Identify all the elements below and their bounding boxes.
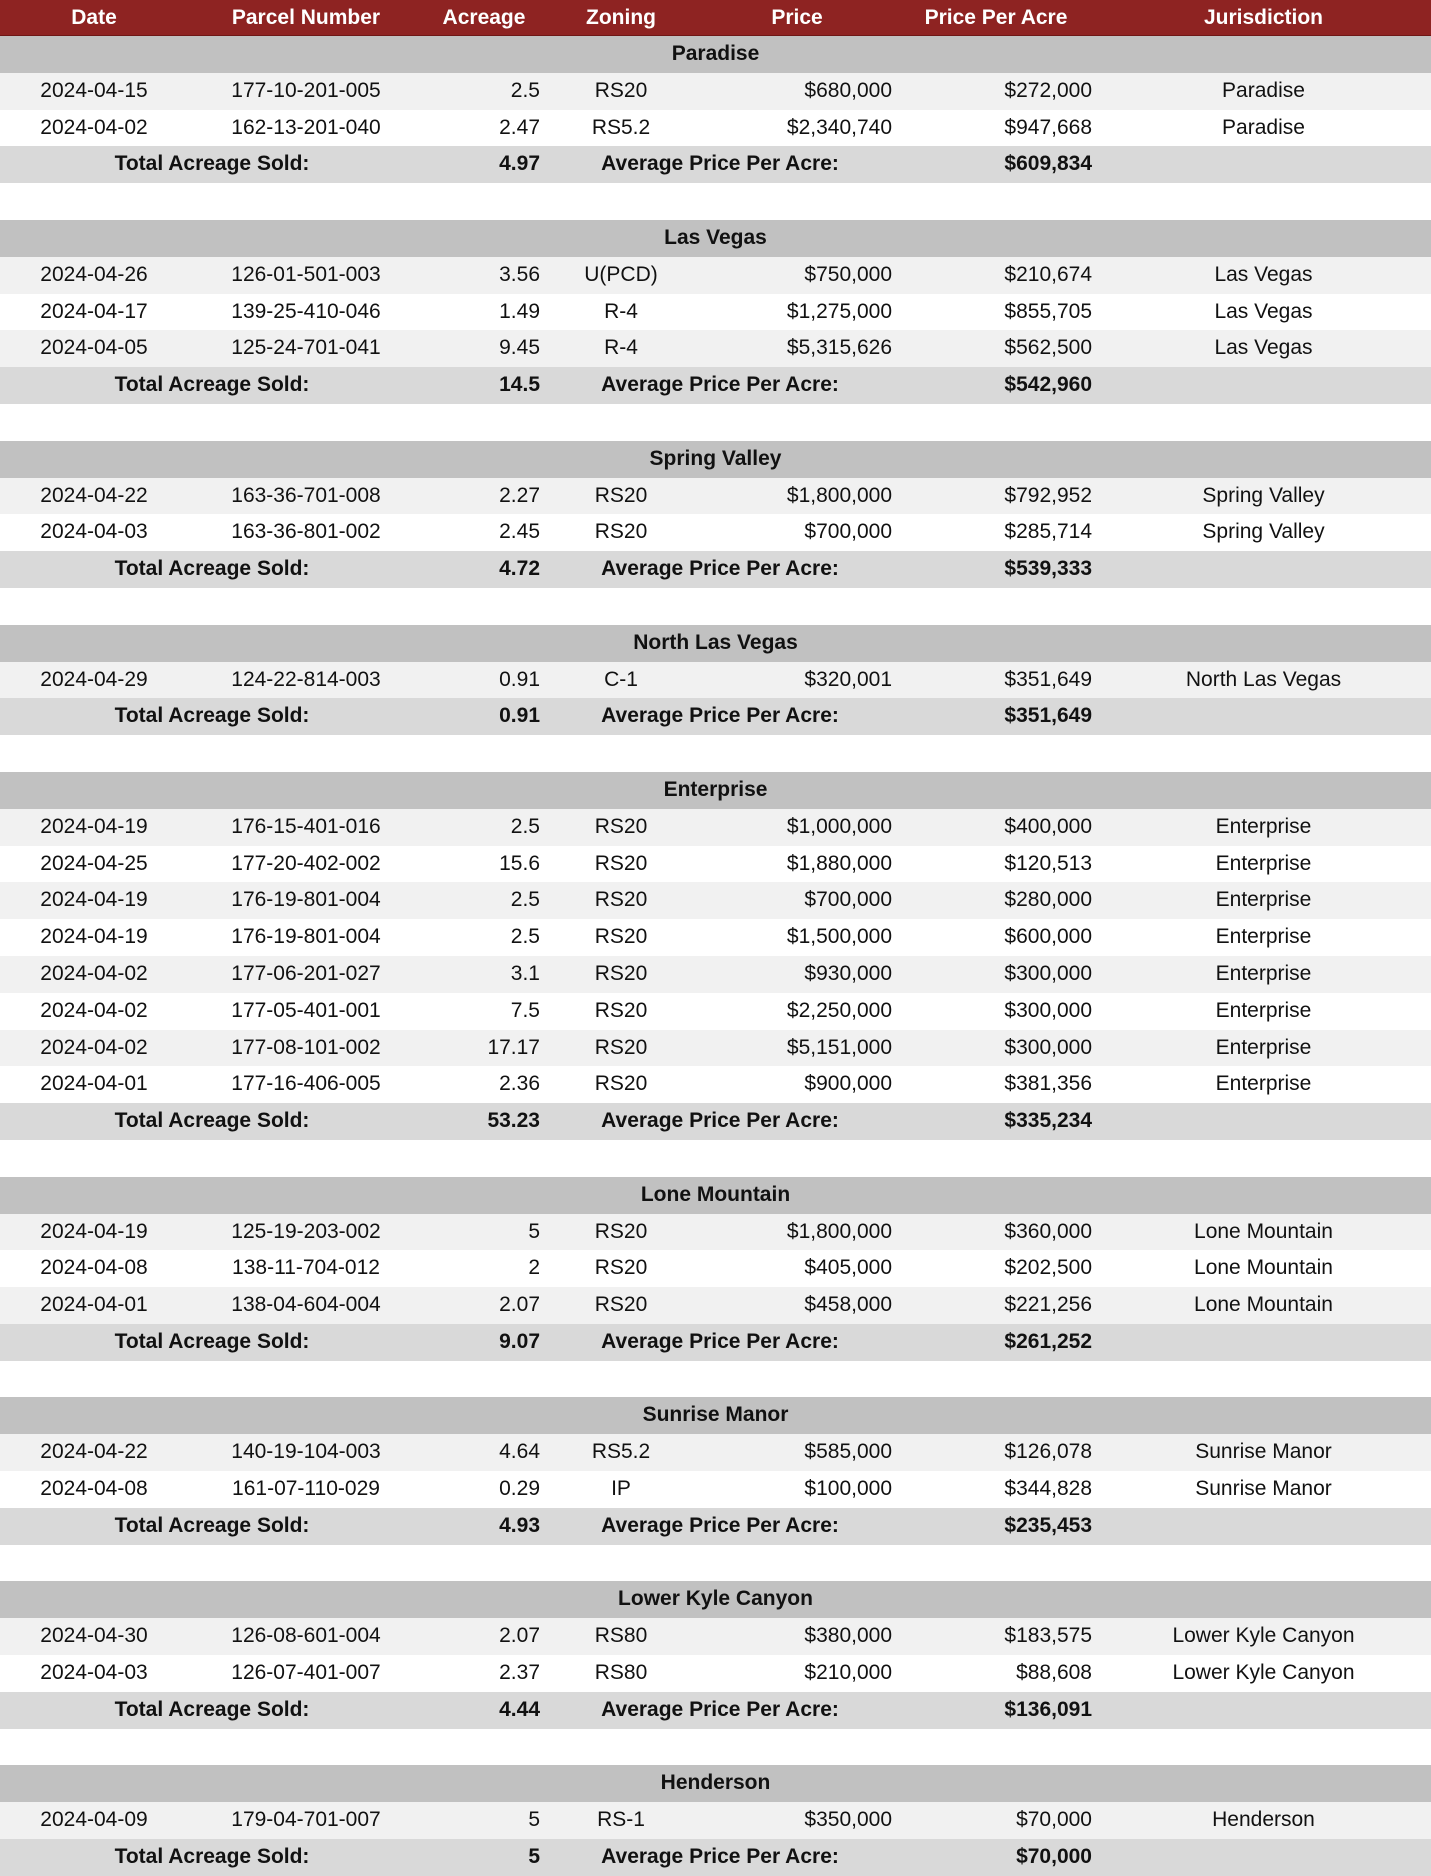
cell-acreage: 2.07 (499, 1293, 540, 1317)
total-acreage-value: 9.07 (499, 1329, 540, 1353)
section-total-row (0, 1692, 1431, 1729)
header-acreage: Acreage (442, 6, 526, 29)
total-acreage-value: 4.93 (499, 1513, 540, 1537)
section-header (0, 1177, 1431, 1214)
cell-acreage: 2.07 (499, 1624, 540, 1648)
cell-acreage: 2.36 (499, 1072, 540, 1096)
cell-acreage: 0.29 (499, 1477, 540, 1501)
average-price-per-acre-value: $261,252 (1004, 1329, 1092, 1353)
cell-price-per-acre: $202,500 (1004, 1256, 1092, 1280)
table-row (0, 110, 1431, 147)
cell-jurisdiction: Spring Valley (1202, 520, 1325, 544)
cell-jurisdiction: North Las Vegas (1185, 667, 1342, 691)
cell-price: $680,000 (804, 78, 892, 102)
section-title: Lower Kyle Canyon (618, 1587, 813, 1611)
cell-zoning: RS20 (594, 1219, 648, 1243)
total-acreage-label: Total Acreage Sold: (114, 557, 310, 581)
average-price-per-acre-label: Average Price Per Acre: (601, 152, 839, 176)
cell-price: $5,315,626 (786, 336, 892, 360)
cell-parcel-number: 176-19-801-004 (231, 888, 381, 912)
cell-zoning: RS20 (594, 1293, 648, 1317)
section-title: Spring Valley (649, 446, 782, 470)
cell-jurisdiction: Enterprise (1215, 998, 1312, 1022)
cell-price: $1,880,000 (786, 851, 892, 875)
cell-acreage: 5 (528, 1219, 540, 1243)
cell-parcel-number: 162-13-201-040 (231, 115, 381, 139)
cell-parcel-number: 176-15-401-016 (231, 814, 381, 838)
cell-jurisdiction: Enterprise (1215, 961, 1312, 985)
cell-price: $1,000,000 (786, 814, 892, 838)
cell-parcel-number: 126-08-601-004 (231, 1624, 381, 1648)
cell-price-per-acre: $300,000 (1004, 998, 1092, 1022)
cell-date: 2024-04-01 (40, 1072, 148, 1096)
cell-zoning: RS20 (594, 1035, 648, 1059)
cell-jurisdiction: Las Vegas (1214, 262, 1313, 286)
table-row (0, 1287, 1431, 1324)
cell-jurisdiction: Paradise (1222, 78, 1305, 102)
cell-jurisdiction: Enterprise (1215, 888, 1312, 912)
cell-acreage: 2.47 (499, 115, 540, 139)
cell-date: 2024-04-19 (40, 925, 148, 949)
section-title: Las Vegas (664, 225, 767, 249)
cell-date: 2024-04-01 (40, 1293, 148, 1317)
table-row (0, 1066, 1431, 1103)
cell-date: 2024-04-02 (40, 961, 148, 985)
header-parcel-number: Parcel Number (231, 6, 381, 29)
cell-parcel-number: 177-20-402-002 (231, 851, 381, 875)
section-title: Lone Mountain (640, 1182, 791, 1206)
cell-price-per-acre: $400,000 (1004, 814, 1092, 838)
total-acreage-value: 4.72 (499, 557, 540, 581)
average-price-per-acre-value: $351,649 (1004, 704, 1092, 728)
cell-price: $930,000 (804, 961, 892, 985)
cell-price-per-acre: $88,608 (1016, 1661, 1092, 1685)
table-row (0, 1618, 1431, 1655)
section-header (0, 772, 1431, 809)
cell-price: $380,000 (804, 1624, 892, 1648)
cell-acreage: 7.5 (510, 998, 540, 1022)
section-total-row (0, 367, 1431, 404)
cell-price: $5,151,000 (786, 1035, 892, 1059)
cell-acreage: 1.49 (499, 299, 540, 323)
section-total-row (0, 551, 1431, 588)
section-total-row (0, 146, 1431, 183)
table-row (0, 993, 1431, 1030)
cell-date: 2024-04-08 (40, 1256, 148, 1280)
cell-parcel-number: 126-01-501-003 (231, 262, 381, 286)
total-acreage-label: Total Acreage Sold: (114, 704, 310, 728)
cell-jurisdiction: Sunrise Manor (1195, 1440, 1332, 1464)
cell-parcel-number: 125-19-203-002 (231, 1219, 381, 1243)
average-price-per-acre-value: $70,000 (1016, 1845, 1092, 1869)
cell-price: $750,000 (804, 262, 892, 286)
section-spacer (0, 1729, 1431, 1766)
average-price-per-acre-label: Average Price Per Acre: (601, 1109, 839, 1133)
cell-jurisdiction: Lone Mountain (1194, 1293, 1333, 1317)
section-title: Sunrise Manor (642, 1403, 789, 1427)
total-acreage-value: 0.91 (499, 704, 540, 728)
cell-jurisdiction: Enterprise (1215, 1072, 1312, 1096)
total-acreage-value: 53.23 (487, 1109, 540, 1133)
cell-parcel-number: 139-25-410-046 (231, 299, 381, 323)
total-acreage-value: 5 (528, 1845, 540, 1869)
cell-price: $320,001 (804, 667, 892, 691)
cell-price-per-acre: $381,356 (1004, 1072, 1092, 1096)
cell-date: 2024-04-30 (40, 1624, 148, 1648)
cell-zoning: R-4 (604, 336, 638, 360)
total-acreage-label: Total Acreage Sold: (114, 373, 310, 397)
table-row (0, 514, 1431, 551)
cell-price-per-acre: $351,649 (1004, 667, 1092, 691)
cell-date: 2024-04-08 (40, 1477, 148, 1501)
cell-jurisdiction: Lower Kyle Canyon (1172, 1661, 1355, 1685)
cell-price: $700,000 (804, 888, 892, 912)
cell-price-per-acre: $360,000 (1004, 1219, 1092, 1243)
cell-date: 2024-04-09 (40, 1808, 148, 1832)
cell-parcel-number: 177-16-406-005 (231, 1072, 381, 1096)
table-row (0, 919, 1431, 956)
total-acreage-label: Total Acreage Sold: (114, 1513, 310, 1537)
header-jurisdiction: Jurisdiction (1203, 6, 1324, 29)
header-price-per-acre: Price Per Acre (924, 6, 1068, 29)
cell-parcel-number: 177-06-201-027 (231, 961, 381, 985)
section-header (0, 220, 1431, 257)
cell-jurisdiction: Enterprise (1215, 851, 1312, 875)
cell-date: 2024-04-19 (40, 888, 148, 912)
section-spacer (0, 1361, 1431, 1398)
cell-price: $405,000 (804, 1256, 892, 1280)
cell-date: 2024-04-19 (40, 814, 148, 838)
cell-date: 2024-04-29 (40, 667, 148, 691)
section-spacer (0, 183, 1431, 220)
cell-parcel-number: 140-19-104-003 (231, 1440, 381, 1464)
average-price-per-acre-label: Average Price Per Acre: (601, 704, 839, 728)
table-row (0, 478, 1431, 515)
cell-acreage: 2.5 (510, 814, 540, 838)
cell-date: 2024-04-26 (40, 262, 148, 286)
cell-parcel-number: 177-10-201-005 (231, 78, 381, 102)
table-row (0, 73, 1431, 110)
cell-price-per-acre: $562,500 (1004, 336, 1092, 360)
cell-zoning: RS20 (594, 851, 648, 875)
cell-zoning: RS20 (594, 1256, 648, 1280)
cell-parcel-number: 124-22-814-003 (231, 667, 381, 691)
cell-zoning: RS20 (594, 998, 648, 1022)
cell-acreage: 2.5 (510, 888, 540, 912)
cell-price-per-acre: $285,714 (1004, 520, 1092, 544)
total-acreage-label: Total Acreage Sold: (114, 1329, 310, 1353)
cell-price-per-acre: $210,674 (1004, 262, 1092, 286)
cell-price: $100,000 (804, 1477, 892, 1501)
cell-acreage: 15.6 (499, 851, 540, 875)
section-total-row (0, 1324, 1431, 1361)
average-price-per-acre-value: $542,960 (1004, 373, 1092, 397)
table-row (0, 1434, 1431, 1471)
cell-parcel-number: 163-36-801-002 (231, 520, 381, 544)
total-acreage-label: Total Acreage Sold: (114, 1845, 310, 1869)
average-price-per-acre-label: Average Price Per Acre: (601, 1329, 839, 1353)
section-title: Henderson (660, 1771, 771, 1795)
average-price-per-acre-value: $136,091 (1004, 1697, 1092, 1721)
cell-parcel-number: 125-24-701-041 (231, 336, 381, 360)
cell-acreage: 0.91 (499, 667, 540, 691)
cell-zoning: RS20 (594, 78, 648, 102)
table-row (0, 1214, 1431, 1251)
total-acreage-label: Total Acreage Sold: (114, 152, 310, 176)
cell-price: $900,000 (804, 1072, 892, 1096)
cell-price-per-acre: $221,256 (1004, 1293, 1092, 1317)
cell-date: 2024-04-25 (40, 851, 148, 875)
average-price-per-acre-label: Average Price Per Acre: (601, 557, 839, 581)
average-price-per-acre-label: Average Price Per Acre: (601, 1697, 839, 1721)
cell-zoning: RS20 (594, 520, 648, 544)
cell-jurisdiction: Sunrise Manor (1195, 1477, 1332, 1501)
cell-jurisdiction: Lone Mountain (1194, 1256, 1333, 1280)
total-acreage-value: 4.44 (499, 1697, 540, 1721)
cell-parcel-number: 138-04-604-004 (231, 1293, 381, 1317)
cell-jurisdiction: Spring Valley (1202, 483, 1325, 507)
cell-price-per-acre: $126,078 (1004, 1440, 1092, 1464)
cell-acreage: 4.64 (499, 1440, 540, 1464)
cell-acreage: 2.37 (499, 1661, 540, 1685)
average-price-per-acre-label: Average Price Per Acre: (601, 373, 839, 397)
cell-price-per-acre: $272,000 (1004, 78, 1092, 102)
table-row (0, 1802, 1431, 1839)
cell-date: 2024-04-03 (40, 520, 148, 544)
section-spacer (0, 1140, 1431, 1177)
cell-zoning: RS20 (594, 1072, 648, 1096)
cell-date: 2024-04-03 (40, 1661, 148, 1685)
cell-acreage: 2.45 (499, 520, 540, 544)
section-header (0, 1581, 1431, 1618)
cell-parcel-number: 177-08-101-002 (231, 1035, 381, 1059)
cell-price-per-acre: $300,000 (1004, 1035, 1092, 1059)
cell-zoning: RS5.2 (591, 1440, 651, 1464)
header-row (0, 0, 1431, 36)
cell-price: $585,000 (804, 1440, 892, 1464)
cell-zoning: U(PCD) (584, 262, 658, 286)
average-price-per-acre-value: $609,834 (1004, 152, 1092, 176)
cell-zoning: RS20 (594, 814, 648, 838)
table-body (0, 36, 1431, 1876)
cell-acreage: 5 (528, 1808, 540, 1832)
cell-date: 2024-04-15 (40, 78, 148, 102)
cell-parcel-number: 126-07-401-007 (231, 1661, 381, 1685)
section-title: Enterprise (663, 777, 768, 801)
section-total-row (0, 1839, 1431, 1876)
cell-zoning: RS80 (594, 1661, 648, 1685)
cell-zoning: C-1 (604, 667, 638, 691)
cell-acreage: 2 (528, 1256, 540, 1280)
average-price-per-acre-label: Average Price Per Acre: (601, 1845, 839, 1869)
cell-date: 2024-04-02 (40, 998, 148, 1022)
cell-zoning: IP (611, 1477, 631, 1501)
cell-jurisdiction: Enterprise (1215, 1035, 1312, 1059)
cell-zoning: RS20 (594, 925, 648, 949)
average-price-per-acre-value: $235,453 (1004, 1513, 1092, 1537)
average-price-per-acre-value: $335,234 (1004, 1109, 1092, 1133)
cell-price-per-acre: $600,000 (1004, 925, 1092, 949)
cell-jurisdiction: Lower Kyle Canyon (1172, 1624, 1355, 1648)
header-price: Price (771, 6, 823, 29)
cell-acreage: 3.56 (499, 262, 540, 286)
cell-date: 2024-04-19 (40, 1219, 148, 1243)
table-row (0, 1030, 1431, 1067)
cell-zoning: RS20 (594, 961, 648, 985)
cell-price: $210,000 (804, 1661, 892, 1685)
cell-parcel-number: 176-19-801-004 (231, 925, 381, 949)
header-date: Date (71, 6, 117, 29)
cell-date: 2024-04-02 (40, 115, 148, 139)
average-price-per-acre-value: $539,333 (1004, 557, 1092, 581)
section-header (0, 625, 1431, 662)
section-header (0, 441, 1431, 478)
total-acreage-value: 14.5 (499, 373, 540, 397)
cell-parcel-number: 138-11-704-012 (232, 1256, 380, 1280)
table-row (0, 846, 1431, 883)
cell-date: 2024-04-02 (40, 1035, 148, 1059)
cell-price: $350,000 (804, 1808, 892, 1832)
cell-price-per-acre: $183,575 (1004, 1624, 1092, 1648)
cell-date: 2024-04-17 (40, 299, 148, 323)
table-row (0, 662, 1431, 699)
average-price-per-acre-label: Average Price Per Acre: (601, 1513, 839, 1537)
section-spacer (0, 1545, 1431, 1582)
section-header (0, 1397, 1431, 1434)
cell-zoning: RS5.2 (591, 115, 651, 139)
cell-zoning: RS20 (594, 483, 648, 507)
total-acreage-label: Total Acreage Sold: (114, 1109, 310, 1133)
cell-jurisdiction: Enterprise (1215, 925, 1312, 949)
cell-zoning: RS-1 (597, 1808, 645, 1832)
section-title: Paradise (671, 42, 760, 65)
cell-price: $1,800,000 (786, 1219, 892, 1243)
table-row (0, 1655, 1431, 1692)
cell-price-per-acre: $120,513 (1004, 851, 1092, 875)
section-title: North Las Vegas (633, 630, 798, 654)
cell-zoning: RS80 (594, 1624, 648, 1648)
cell-price: $1,800,000 (786, 483, 892, 507)
cell-date: 2024-04-22 (40, 1440, 148, 1464)
cell-jurisdiction: Lone Mountain (1194, 1219, 1333, 1243)
table-row (0, 1471, 1431, 1508)
cell-price: $2,340,740 (786, 115, 892, 139)
cell-acreage: 3.1 (510, 961, 540, 985)
cell-parcel-number: 161-07-110-029 (232, 1477, 380, 1501)
cell-jurisdiction: Henderson (1212, 1808, 1315, 1832)
cell-acreage: 2.27 (499, 483, 540, 507)
table-row (0, 294, 1431, 331)
cell-price-per-acre: $792,952 (1004, 483, 1092, 507)
section-spacer (0, 404, 1431, 441)
cell-parcel-number: 179-04-701-007 (231, 1808, 381, 1832)
table-row (0, 1250, 1431, 1287)
cell-jurisdiction: Las Vegas (1214, 336, 1313, 360)
cell-zoning: R-4 (604, 299, 638, 323)
cell-acreage: 9.45 (499, 336, 540, 360)
total-acreage-label: Total Acreage Sold: (114, 1697, 310, 1721)
cell-price: $1,500,000 (786, 925, 892, 949)
cell-price-per-acre: $855,705 (1004, 299, 1092, 323)
cell-price: $2,250,000 (786, 998, 892, 1022)
cell-jurisdiction: Paradise (1222, 115, 1305, 139)
section-header (0, 1765, 1431, 1802)
cell-price-per-acre: $344,828 (1004, 1477, 1092, 1501)
total-acreage-value: 4.97 (499, 152, 540, 176)
cell-acreage: 2.5 (510, 925, 540, 949)
cell-price-per-acre: $947,668 (1004, 115, 1092, 139)
table-row (0, 257, 1431, 294)
section-total-row (0, 1508, 1431, 1545)
section-header (0, 36, 1431, 73)
section-total-row (0, 698, 1431, 735)
cell-price-per-acre: $300,000 (1004, 961, 1092, 985)
cell-date: 2024-04-22 (40, 483, 148, 507)
cell-acreage: 2.5 (510, 78, 540, 102)
table-row (0, 882, 1431, 919)
section-total-row (0, 1103, 1431, 1140)
table-row (0, 809, 1431, 846)
cell-parcel-number: 163-36-701-008 (231, 483, 381, 507)
cell-acreage: 17.17 (487, 1035, 540, 1059)
section-spacer (0, 735, 1431, 772)
header-zoning: Zoning (586, 6, 656, 29)
cell-price: $458,000 (804, 1293, 892, 1317)
cell-jurisdiction: Las Vegas (1214, 299, 1313, 323)
cell-price: $1,275,000 (786, 299, 892, 323)
cell-price: $700,000 (804, 520, 892, 544)
cell-jurisdiction: Enterprise (1215, 814, 1312, 838)
cell-price-per-acre: $70,000 (1016, 1808, 1092, 1832)
cell-price-per-acre: $280,000 (1004, 888, 1092, 912)
cell-zoning: RS20 (594, 888, 648, 912)
table-row (0, 330, 1431, 367)
table-row (0, 956, 1431, 993)
cell-date: 2024-04-05 (40, 336, 148, 360)
section-spacer (0, 588, 1431, 625)
cell-parcel-number: 177-05-401-001 (231, 998, 381, 1022)
